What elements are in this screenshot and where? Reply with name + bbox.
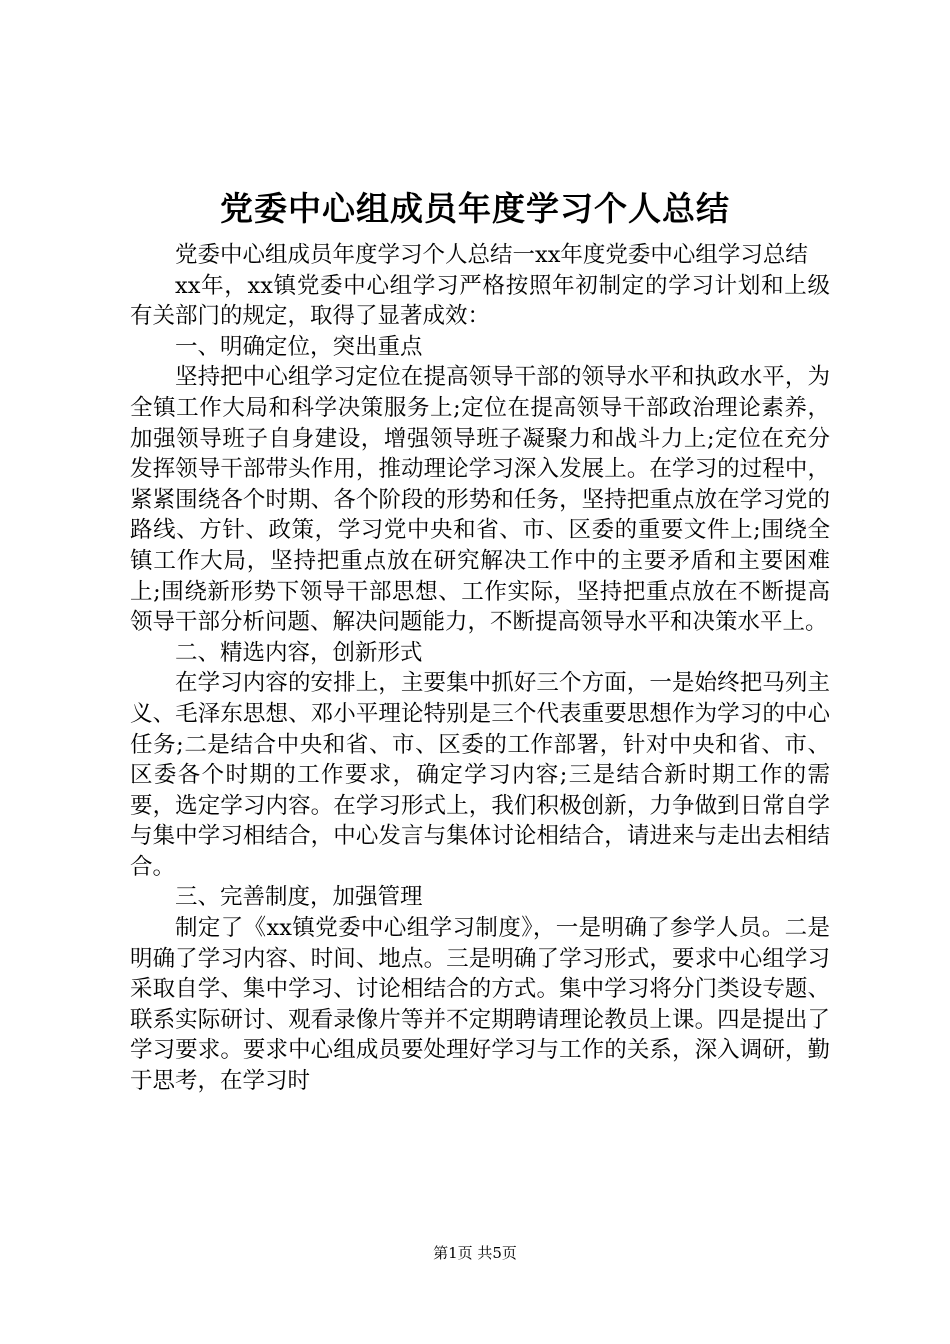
paragraph-section-1: 坚持把中心组学习定位在提高领导干部的领导水平和执政水平，为全镇工作大局和科学决策服务上;定位在提高领导干部政治理论素养，加强领导班子自身建设，增强领导班子凝聚力和战斗力上;定位在充分发挥领导干部带头作用，推动理论学习深入发展上。在学习的过程中，紧紧围绕各个时期、各个阶段的形势和任务，坚持把重点放在学习党的路线、方针、政策，学习党中央和省、市、区委的重要文件上;围绕全镇工作大局，坚持把重点放在研究解决工作中的主要矛盾和主要困难上;围绕新形势下领导干部思想、工作实际，坚持把重点放在不断提高领导干部分析问题、解决问题能力，不断提高领导水平和决策水平上。 [130,364,830,636]
paragraph-section-2: 在学习内容的安排上，主要集中抓好三个方面，一是始终把马列主义、毛泽东思想、邓小平理论特别是三个代表重要思想作为学习的中心任务;二是结合中央和省、市、区委的工作部署，针对中央和省、市、区委各个时期的工作要求，确定学习内容;三是结合新时期工作的需要，选定学习内容。在学习形式上，我们积极创新，力争做到日常自学与集中学习相结合，中心发言与集体讨论相结合，请进来与走出去相结合。 [130,670,830,880]
section-heading-2: 二、精选内容，创新形式 [175,639,423,666]
paragraph-section-3: 制定了《xx镇党委中心组学习制度》，一是明确了参学人员。二是明确了学习内容、时间、地点。三是明确了学习形式，要求中心组学习采取自学、集中学习、讨论相结合的方式。集中学习将分门类设专题、联系实际研讨、观看录像片等并不定期聘请理论教员上课。四是提出了学习要求。要求中心组成员要处理好学习与工作的关系，深入调研，勤于思考，在学习时 [130,915,830,1095]
document-body [130,240,830,1097]
paragraph-overview: xx年，xx镇党委中心组学习严格按照年初制定的学习计划和上级有关部门的规定，取得了显著成效： [130,272,830,330]
paragraph-intro: 党委中心组成员年度学习个人总结一xx年度党委中心组学习总结 [175,242,808,268]
section-heading-1: 一、明确定位，突出重点 [175,333,423,360]
section-heading-3: 三、完善制度，加强管理 [175,884,423,911]
page-number-footer: 第1页 共5页 [433,1244,517,1262]
document-title: 党委中心组成员年度学习个人总结 [220,189,730,228]
